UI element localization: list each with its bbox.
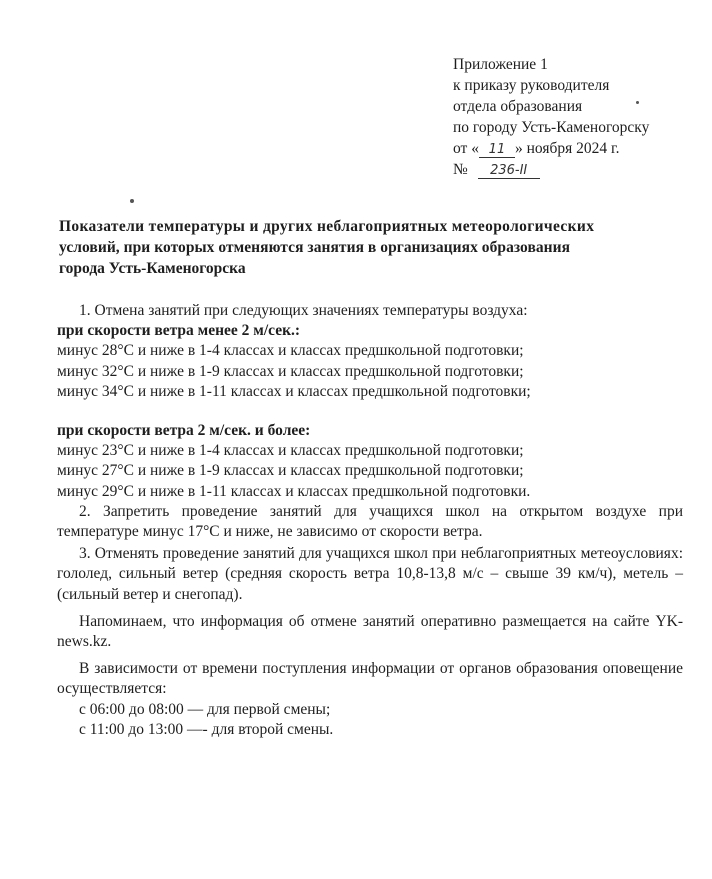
- annex-title: Приложение 1: [453, 56, 548, 73]
- title-line-2: условий, при которых отменяются занятия в организациях образования: [59, 239, 571, 256]
- wind-low-item-1: минус 28°С и ниже в 1-4 классах и классах предшкольной подготовки;: [57, 342, 524, 360]
- wind-low-item-2: минус 32°С и ниже в 1-9 классах и классах предшкольной подготовки;: [57, 362, 524, 380]
- wind-high-item-2: минус 27°С и ниже в 1-9 классах и классах предшкольной подготовки;: [57, 462, 524, 480]
- annex-date-suffix: » ноября 2024 г.: [514, 140, 620, 157]
- wind-high-item-3: минус 29°С и ниже в 1-11 классах и классах предшкольной подготовки.: [57, 482, 531, 500]
- title-line-3: города Усть-Каменогорска: [59, 260, 246, 277]
- title-line-1: Показатели температуры и других неблагоприятных метеорологических: [59, 218, 595, 235]
- wind-high-heading: при скорости ветра 2 м/сек. и более:: [57, 422, 311, 440]
- scan-speck: [636, 101, 639, 104]
- notification-intro: В зависимости от времени поступления информации от органов образования оповещение осуществляется:: [57, 660, 683, 698]
- document-title: [59, 216, 683, 279]
- wind-high-item-1: минус 23°С и ниже в 1-4 классах и классах предшкольной подготовки;: [57, 442, 524, 460]
- annex-order-ref: к приказу руководителя: [453, 77, 610, 94]
- annex-number-value: 236-II: [478, 164, 540, 179]
- section-3: 3. Отменять проведение занятий для учащихся школ при неблагоприятных метеоусловиях: гололед, сильный ветер (средняя скорость ветра 10,8-13,8 м/с – свыше 39 км/ч), метель – (сильный ветер и снегопад).: [57, 545, 683, 603]
- notification-item-2: с 11:00 до 13:00 —- для второй смены.: [79, 720, 334, 738]
- notification-item-1: с 06:00 до 08:00 — для первой смены;: [79, 700, 331, 718]
- document-body: [57, 301, 683, 740]
- annex-department: отдела образования: [453, 98, 583, 115]
- annex-city: по городу Усть-Каменогорску: [453, 119, 650, 136]
- wind-low-heading: при скорости ветра менее 2 м/сек.:: [57, 322, 301, 340]
- section-2: 2. Запретить проведение занятий для учащихся школ на открытом воздухе при температуре минус 17°С и ниже, не зависимо от скорости ветра.: [57, 502, 683, 541]
- scan-speck: [130, 199, 134, 203]
- annex-header: [453, 54, 703, 180]
- reminder-paragraph: Напоминаем, что информация об отмене занятий оперативно размещается на сайте YK-news.kz.: [57, 612, 683, 651]
- annex-date-day: 11: [479, 143, 515, 158]
- annex-date-prefix: от «: [453, 140, 479, 157]
- section-1-intro: 1. Отмена занятий при следующих значениях температуры воздуха:: [79, 302, 528, 319]
- annex-number-prefix: №: [453, 161, 468, 178]
- annex-date: [453, 138, 703, 159]
- wind-low-item-3: минус 34°С и ниже в 1-11 классах и классах предшкольной подготовки;: [57, 382, 531, 400]
- annex-number: [453, 159, 703, 180]
